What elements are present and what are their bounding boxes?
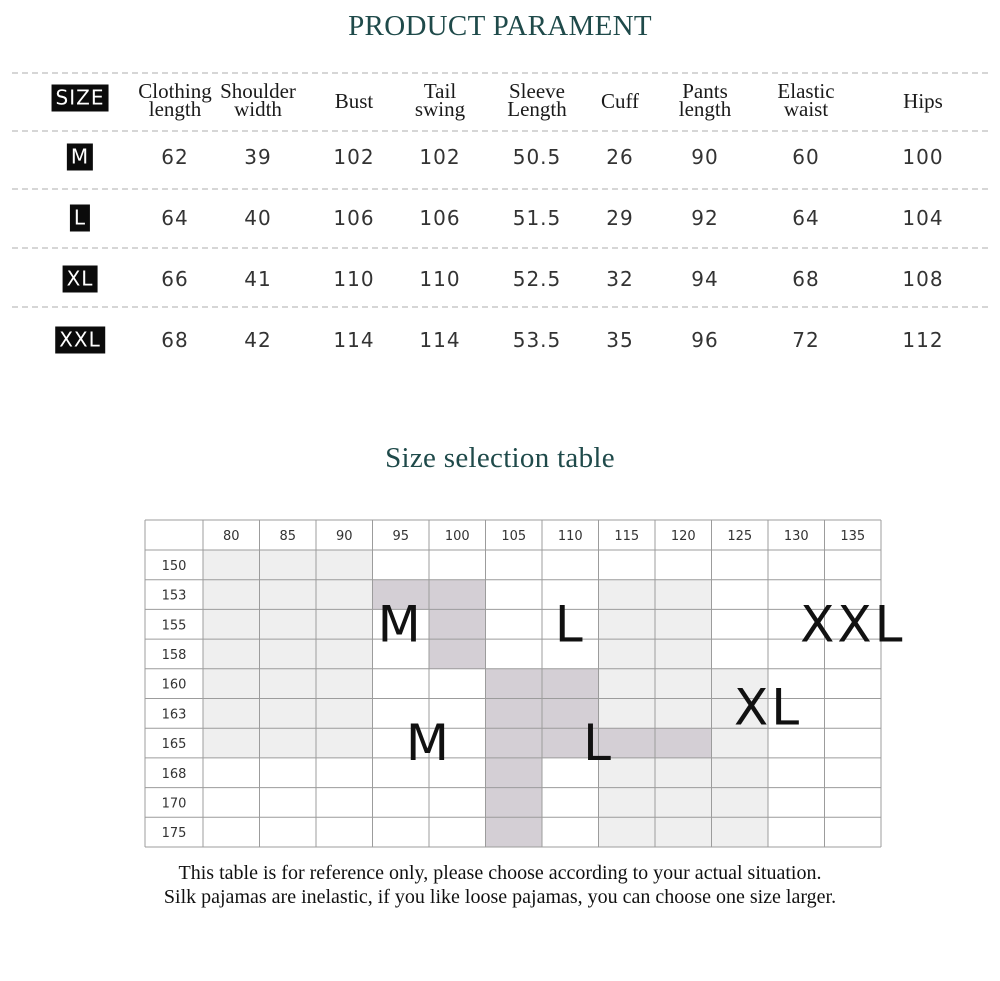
table-cell: 72 [792,328,820,352]
table-cell: 32 [606,267,634,291]
height-label: 160 [161,677,187,693]
grid-cell [599,550,656,580]
weight-header: 110 [557,529,583,544]
table-cell: 64 [161,206,189,230]
grid-cell [316,817,373,847]
grid-cell [316,580,373,610]
grid-cell [260,788,317,818]
grid-cell [486,699,543,729]
table-cell: 104 [902,206,944,230]
grid-cell [825,699,882,729]
weight-header: 130 [783,529,809,544]
weight-header: 90 [335,529,353,544]
grid-cell [486,788,543,818]
column-header: Shoulder width [220,79,296,121]
grid-cell [599,817,656,847]
grid-cell [486,550,543,580]
table-cell: 110 [419,267,461,291]
weight-header: 115 [614,529,640,544]
grid-cell [825,669,882,699]
table-cell: 68 [161,328,189,352]
table-cell: 106 [333,206,375,230]
table-cell: 60 [792,145,820,169]
grid-cell [655,699,712,729]
table-cell: 108 [902,267,944,291]
grid-cell [203,669,260,699]
table-cell: 114 [419,328,461,352]
grid-cell [542,817,599,847]
table-cell: 26 [606,145,634,169]
weight-header: 120 [670,529,696,544]
grid-cell [655,639,712,669]
grid-cell [260,728,317,758]
weight-header: 95 [392,529,410,544]
grid-cell [316,788,373,818]
grid-cell [373,550,430,580]
grid-cell [316,609,373,639]
grid-cell [599,788,656,818]
height-label: 165 [161,737,187,753]
grid-cell [203,788,260,818]
footer-note-1: This table is for reference only, please choose according to your actual situation. [178,862,822,884]
size-zone-label: L [554,595,586,654]
table-cell: 96 [691,328,719,352]
table-cell: 41 [244,267,272,291]
grid-cell [655,758,712,788]
grid-cell [712,817,769,847]
grid-cell [316,639,373,669]
grid-cell [655,728,712,758]
weight-header: 80 [222,529,240,544]
grid-cell [316,758,373,788]
weight-header: 135 [840,529,866,544]
grid-cell [599,580,656,610]
table-cell: 112 [902,328,944,352]
table-cell: 35 [606,328,634,352]
table-cell: 68 [792,267,820,291]
height-label: 158 [161,647,187,663]
grid-cell [599,609,656,639]
column-header: Elastic waist [777,79,835,121]
table-cell: 106 [419,206,461,230]
weight-header: 125 [727,529,753,544]
grid-cell [712,639,769,669]
grid-cell [655,580,712,610]
size-zone-label: XL [733,678,803,737]
grid-cell [373,669,430,699]
grid-cell [260,817,317,847]
grid-cell [203,817,260,847]
grid-cell [203,550,260,580]
grid-cell [712,580,769,610]
grid-cell [825,817,882,847]
column-header: Hips [903,89,943,113]
grid-cell [260,550,317,580]
grid-cell [655,669,712,699]
table-cell: 62 [161,145,189,169]
grid-cell [825,728,882,758]
size-header-badge: SIZE [52,85,109,112]
height-label: 153 [161,588,187,604]
table-cell: 114 [333,328,375,352]
grid-cell [316,699,373,729]
grid-cell [429,580,486,610]
grid-cell [203,639,260,669]
grid-cell [712,788,769,818]
table-cell: 94 [691,267,719,291]
column-header: Tail swing [414,79,466,121]
table-cell: 64 [792,206,820,230]
grid-cell [203,609,260,639]
size-badge: M [67,144,93,171]
grid-cell [712,550,769,580]
height-label: 168 [161,766,187,782]
grid-cell [599,669,656,699]
grid-cell [373,788,430,818]
grid-cell [316,669,373,699]
grid-cell [260,639,317,669]
table-cell: 102 [333,145,375,169]
height-label: 150 [161,558,187,574]
grid-cell [260,580,317,610]
table-cell: 42 [244,328,272,352]
grid-cell [655,788,712,818]
grid-cell [203,728,260,758]
table-cell: 66 [161,267,189,291]
grid-cell [486,639,543,669]
selection-title: Size selection table [385,442,615,474]
footer-note-2: Silk pajamas are inelastic, if you like loose pajamas, you can choose one size larger. [163,886,837,908]
weight-header: 85 [279,529,297,544]
grid-cell [316,550,373,580]
grid-cell [768,758,825,788]
grid-cell [486,728,543,758]
table-cell: 90 [691,145,719,169]
column-header: Sleeve Length [507,79,567,121]
grid-cell [260,669,317,699]
size-badge: L [70,205,90,232]
grid-cell [768,788,825,818]
size-zone-label: XXL [800,595,906,654]
table-cell: 39 [244,145,272,169]
table-cell: 50.5 [512,145,562,169]
grid-cell [260,758,317,788]
grid-cell [825,758,882,788]
table-cell: 92 [691,206,719,230]
table-cell: 110 [333,267,375,291]
size-zone-label: L [583,714,614,773]
grid-cell [486,580,543,610]
grid-cell [542,550,599,580]
grid-cell [373,817,430,847]
grid-cell [429,788,486,818]
weight-header: 105 [501,529,527,544]
grid-cell [429,550,486,580]
size-badge: XXL [55,327,105,354]
height-label: 155 [161,618,187,634]
grid-cell [825,788,882,818]
grid-cell [203,758,260,788]
size-badge: XL [63,266,98,293]
column-header: Bust [334,89,374,113]
grid-cell [712,758,769,788]
grid-cell [316,728,373,758]
table-cell: 29 [606,206,634,230]
grid-cell [768,817,825,847]
height-label: 163 [161,707,187,723]
size-zone-label: M [377,595,424,654]
table-cell: 51.5 [512,206,562,230]
grid-cell [429,669,486,699]
grid-cell [429,639,486,669]
grid-cell [655,817,712,847]
table-cell: 100 [902,145,944,169]
grid-cell [768,550,825,580]
grid-cell [712,609,769,639]
table-cell: 102 [419,145,461,169]
grid-cell [429,817,486,847]
grid-cell [429,609,486,639]
grid-cell [260,609,317,639]
height-label: 175 [161,826,187,842]
grid-cell [655,609,712,639]
table-cell: 40 [244,206,272,230]
height-label: 170 [161,796,187,812]
grid-cell [486,758,543,788]
grid-cell [486,669,543,699]
grid-cell [655,550,712,580]
grid-cell [542,669,599,699]
weight-header: 100 [444,529,470,544]
table-cell: 52.5 [512,267,562,291]
grid-cell [260,699,317,729]
grid-cell [599,639,656,669]
size-zone-label: M [405,714,453,773]
column-header: Cuff [600,89,640,113]
column-header: Clothing length [138,79,212,121]
grid-cell [203,580,260,610]
table-cell: 53.5 [512,328,562,352]
column-header: Pants length [678,79,732,121]
grid-cell [486,817,543,847]
grid-cell [542,788,599,818]
page-title: PRODUCT PARAMENT [348,10,652,42]
grid-cell [825,550,882,580]
grid-cell [486,609,543,639]
grid-cell [203,699,260,729]
